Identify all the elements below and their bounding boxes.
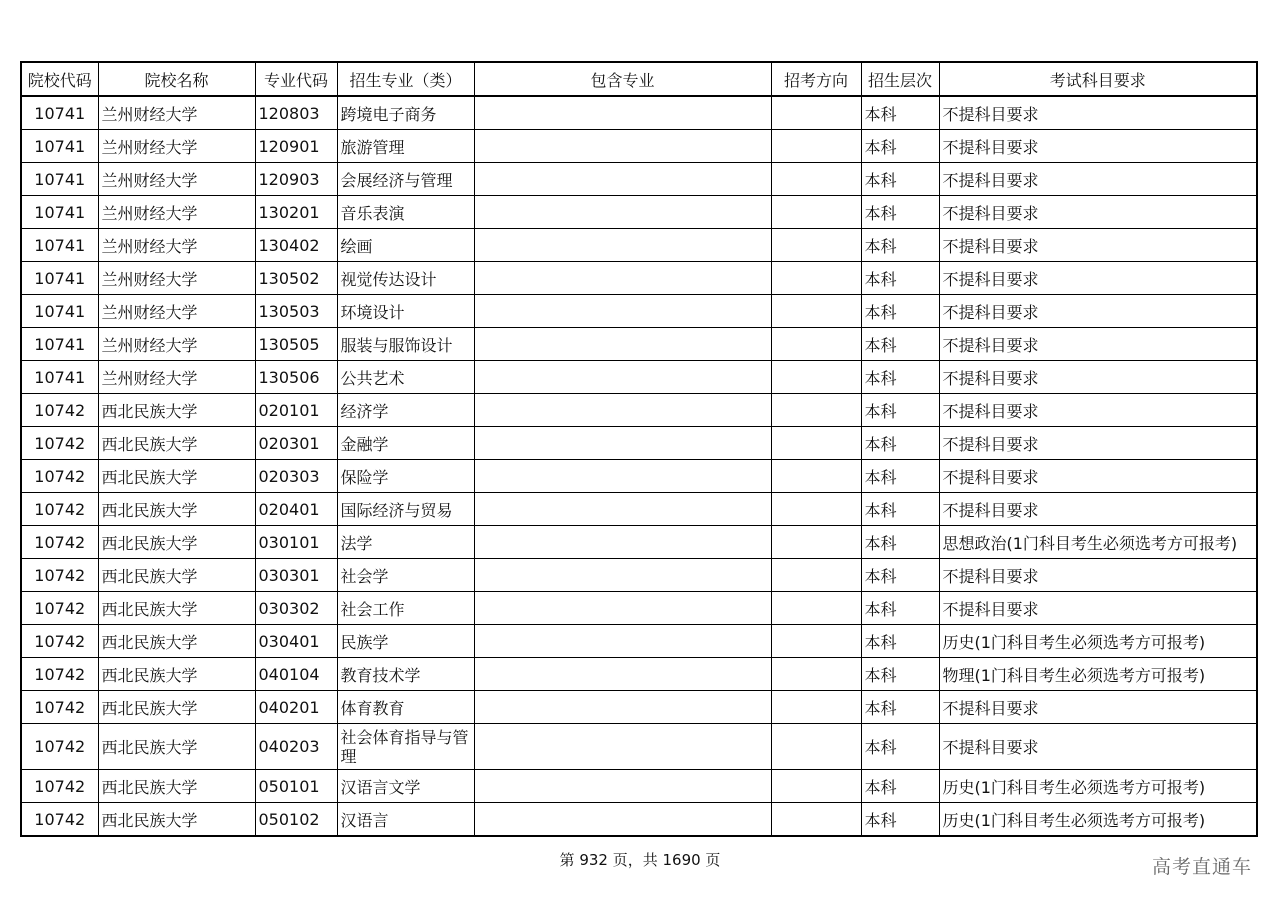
column-header: 包含专业 bbox=[474, 62, 771, 96]
column-header: 招生层次 bbox=[861, 62, 939, 96]
school-name-cell: 兰州财经大学 bbox=[98, 295, 255, 328]
level-cell: 本科 bbox=[861, 559, 939, 592]
subject-requirement-cell: 不提科目要求 bbox=[939, 559, 1257, 592]
major-code-cell: 030401 bbox=[255, 625, 337, 658]
direction-cell bbox=[771, 770, 861, 803]
major-name-cell: 旅游管理 bbox=[337, 130, 474, 163]
school-code-cell: 10741 bbox=[21, 196, 98, 229]
school-name-cell: 西北民族大学 bbox=[98, 592, 255, 625]
school-code-cell: 10742 bbox=[21, 592, 98, 625]
school-code-cell: 10742 bbox=[21, 691, 98, 724]
direction-cell bbox=[771, 803, 861, 837]
school-name-cell: 西北民族大学 bbox=[98, 658, 255, 691]
major-name-cell: 会展经济与管理 bbox=[337, 163, 474, 196]
school-code-cell: 10742 bbox=[21, 724, 98, 770]
included-majors-cell bbox=[474, 262, 771, 295]
level-cell: 本科 bbox=[861, 229, 939, 262]
subject-requirement-cell: 不提科目要求 bbox=[939, 328, 1257, 361]
included-majors-cell bbox=[474, 328, 771, 361]
school-name-cell: 兰州财经大学 bbox=[98, 130, 255, 163]
subject-requirement-cell: 不提科目要求 bbox=[939, 361, 1257, 394]
subject-requirement-cell: 历史(1门科目考生必须选考方可报考) bbox=[939, 770, 1257, 803]
major-code-cell: 120903 bbox=[255, 163, 337, 196]
major-code-cell: 050102 bbox=[255, 803, 337, 837]
included-majors-cell bbox=[474, 803, 771, 837]
included-majors-cell bbox=[474, 163, 771, 196]
major-code-cell: 040201 bbox=[255, 691, 337, 724]
school-code-cell: 10741 bbox=[21, 262, 98, 295]
level-cell: 本科 bbox=[861, 394, 939, 427]
school-name-cell: 兰州财经大学 bbox=[98, 163, 255, 196]
subject-requirement-cell: 不提科目要求 bbox=[939, 394, 1257, 427]
direction-cell bbox=[771, 328, 861, 361]
school-name-cell: 西北民族大学 bbox=[98, 427, 255, 460]
major-code-cell: 040104 bbox=[255, 658, 337, 691]
table-row bbox=[21, 130, 1257, 163]
major-code-cell: 050101 bbox=[255, 770, 337, 803]
subject-requirement-cell: 不提科目要求 bbox=[939, 130, 1257, 163]
included-majors-cell bbox=[474, 691, 771, 724]
table-row bbox=[21, 625, 1257, 658]
level-cell: 本科 bbox=[861, 803, 939, 837]
direction-cell bbox=[771, 163, 861, 196]
table-row bbox=[21, 394, 1257, 427]
major-code-cell: 130502 bbox=[255, 262, 337, 295]
major-code-cell: 020303 bbox=[255, 460, 337, 493]
level-cell: 本科 bbox=[861, 493, 939, 526]
level-cell: 本科 bbox=[861, 427, 939, 460]
table-row bbox=[21, 163, 1257, 196]
major-code-cell: 130201 bbox=[255, 196, 337, 229]
included-majors-cell bbox=[474, 196, 771, 229]
major-name-cell: 保险学 bbox=[337, 460, 474, 493]
subject-requirement-cell: 不提科目要求 bbox=[939, 691, 1257, 724]
school-code-cell: 10742 bbox=[21, 493, 98, 526]
school-name-cell: 兰州财经大学 bbox=[98, 361, 255, 394]
direction-cell bbox=[771, 724, 861, 770]
major-name-cell: 社会学 bbox=[337, 559, 474, 592]
included-majors-cell bbox=[474, 592, 771, 625]
level-cell: 本科 bbox=[861, 196, 939, 229]
school-name-cell: 兰州财经大学 bbox=[98, 196, 255, 229]
major-name-cell: 经济学 bbox=[337, 394, 474, 427]
level-cell: 本科 bbox=[861, 691, 939, 724]
column-header: 院校代码 bbox=[21, 62, 98, 96]
major-name-cell: 国际经济与贸易 bbox=[337, 493, 474, 526]
major-name-cell: 绘画 bbox=[337, 229, 474, 262]
major-code-cell: 120901 bbox=[255, 130, 337, 163]
major-name-cell: 汉语言文学 bbox=[337, 770, 474, 803]
major-code-cell: 020301 bbox=[255, 427, 337, 460]
school-name-cell: 西北民族大学 bbox=[98, 691, 255, 724]
major-name-cell: 汉语言 bbox=[337, 803, 474, 837]
major-name-cell: 跨境电子商务 bbox=[337, 96, 474, 130]
included-majors-cell bbox=[474, 770, 771, 803]
school-code-cell: 10741 bbox=[21, 361, 98, 394]
level-cell: 本科 bbox=[861, 130, 939, 163]
school-name-cell: 西北民族大学 bbox=[98, 460, 255, 493]
level-cell: 本科 bbox=[861, 295, 939, 328]
level-cell: 本科 bbox=[861, 770, 939, 803]
table-row bbox=[21, 658, 1257, 691]
column-header: 考试科目要求 bbox=[939, 62, 1257, 96]
major-code-cell: 020101 bbox=[255, 394, 337, 427]
direction-cell bbox=[771, 394, 861, 427]
page-footer: 第 932 页，共 1690 页 bbox=[559, 851, 721, 869]
major-name-cell: 服装与服饰设计 bbox=[337, 328, 474, 361]
table-row bbox=[21, 361, 1257, 394]
direction-cell bbox=[771, 658, 861, 691]
school-code-cell: 10741 bbox=[21, 328, 98, 361]
school-code-cell: 10741 bbox=[21, 130, 98, 163]
table-row bbox=[21, 803, 1257, 837]
major-name-cell: 教育技术学 bbox=[337, 658, 474, 691]
school-code-cell: 10742 bbox=[21, 625, 98, 658]
column-header: 招生专业（类） bbox=[337, 62, 474, 96]
school-name-cell: 兰州财经大学 bbox=[98, 96, 255, 130]
table-body bbox=[21, 96, 1257, 836]
school-name-cell: 西北民族大学 bbox=[98, 770, 255, 803]
major-code-cell: 130402 bbox=[255, 229, 337, 262]
school-name-cell: 西北民族大学 bbox=[98, 803, 255, 837]
subject-requirement-cell: 不提科目要求 bbox=[939, 427, 1257, 460]
table-row bbox=[21, 328, 1257, 361]
major-code-cell: 030302 bbox=[255, 592, 337, 625]
level-cell: 本科 bbox=[861, 163, 939, 196]
major-name-cell: 法学 bbox=[337, 526, 474, 559]
included-majors-cell bbox=[474, 625, 771, 658]
subject-requirement-cell: 不提科目要求 bbox=[939, 295, 1257, 328]
direction-cell bbox=[771, 229, 861, 262]
major-name-cell: 社会体育指导与管理 bbox=[337, 724, 474, 770]
school-code-cell: 10742 bbox=[21, 658, 98, 691]
major-name-cell: 环境设计 bbox=[337, 295, 474, 328]
table-row bbox=[21, 559, 1257, 592]
level-cell: 本科 bbox=[861, 658, 939, 691]
included-majors-cell bbox=[474, 394, 771, 427]
subject-requirement-cell: 不提科目要求 bbox=[939, 493, 1257, 526]
table-row bbox=[21, 427, 1257, 460]
school-code-cell: 10741 bbox=[21, 163, 98, 196]
table-row bbox=[21, 592, 1257, 625]
subject-requirement-cell: 不提科目要求 bbox=[939, 460, 1257, 493]
school-name-cell: 兰州财经大学 bbox=[98, 262, 255, 295]
subject-requirement-cell: 不提科目要求 bbox=[939, 196, 1257, 229]
subject-requirement-cell: 思想政治(1门科目考生必须选考方可报考) bbox=[939, 526, 1257, 559]
major-name-cell: 金融学 bbox=[337, 427, 474, 460]
table-row bbox=[21, 460, 1257, 493]
subject-requirement-cell: 不提科目要求 bbox=[939, 592, 1257, 625]
school-name-cell: 西北民族大学 bbox=[98, 625, 255, 658]
major-name-cell: 民族学 bbox=[337, 625, 474, 658]
level-cell: 本科 bbox=[861, 592, 939, 625]
subject-requirement-cell: 不提科目要求 bbox=[939, 163, 1257, 196]
table-row bbox=[21, 493, 1257, 526]
table-row bbox=[21, 196, 1257, 229]
level-cell: 本科 bbox=[861, 625, 939, 658]
table-row bbox=[21, 96, 1257, 130]
included-majors-cell bbox=[474, 724, 771, 770]
school-code-cell: 10741 bbox=[21, 96, 98, 130]
direction-cell bbox=[771, 130, 861, 163]
school-name-cell: 兰州财经大学 bbox=[98, 328, 255, 361]
major-name-cell: 公共艺术 bbox=[337, 361, 474, 394]
direction-cell bbox=[771, 96, 861, 130]
included-majors-cell bbox=[474, 295, 771, 328]
subject-requirement-cell: 不提科目要求 bbox=[939, 96, 1257, 130]
school-code-cell: 10742 bbox=[21, 427, 98, 460]
table-row bbox=[21, 229, 1257, 262]
subject-requirement-cell: 历史(1门科目考生必须选考方可报考) bbox=[939, 625, 1257, 658]
school-name-cell: 西北民族大学 bbox=[98, 526, 255, 559]
major-code-cell: 130505 bbox=[255, 328, 337, 361]
included-majors-cell bbox=[474, 130, 771, 163]
major-code-cell: 120803 bbox=[255, 96, 337, 130]
direction-cell bbox=[771, 295, 861, 328]
column-header: 院校名称 bbox=[98, 62, 255, 96]
included-majors-cell bbox=[474, 658, 771, 691]
level-cell: 本科 bbox=[861, 262, 939, 295]
level-cell: 本科 bbox=[861, 96, 939, 130]
major-name-cell: 音乐表演 bbox=[337, 196, 474, 229]
table-row bbox=[21, 724, 1257, 770]
major-code-cell: 040203 bbox=[255, 724, 337, 770]
direction-cell bbox=[771, 493, 861, 526]
school-name-cell: 西北民族大学 bbox=[98, 559, 255, 592]
included-majors-cell bbox=[474, 493, 771, 526]
major-name-cell: 社会工作 bbox=[337, 592, 474, 625]
direction-cell bbox=[771, 361, 861, 394]
table-header-row bbox=[21, 62, 1257, 96]
major-code-cell: 030101 bbox=[255, 526, 337, 559]
direction-cell bbox=[771, 691, 861, 724]
included-majors-cell bbox=[474, 96, 771, 130]
school-code-cell: 10741 bbox=[21, 295, 98, 328]
school-code-cell: 10742 bbox=[21, 526, 98, 559]
subject-requirement-cell: 历史(1门科目考生必须选考方可报考) bbox=[939, 803, 1257, 837]
school-code-cell: 10742 bbox=[21, 803, 98, 837]
level-cell: 本科 bbox=[861, 526, 939, 559]
subject-requirement-cell: 不提科目要求 bbox=[939, 229, 1257, 262]
major-name-cell: 视觉传达设计 bbox=[337, 262, 474, 295]
column-header: 招考方向 bbox=[771, 62, 861, 96]
subject-requirement-cell: 物理(1门科目考生必须选考方可报考) bbox=[939, 658, 1257, 691]
direction-cell bbox=[771, 262, 861, 295]
level-cell: 本科 bbox=[861, 724, 939, 770]
column-header: 专业代码 bbox=[255, 62, 337, 96]
school-code-cell: 10742 bbox=[21, 394, 98, 427]
direction-cell bbox=[771, 460, 861, 493]
level-cell: 本科 bbox=[861, 361, 939, 394]
direction-cell bbox=[771, 625, 861, 658]
subject-requirement-cell: 不提科目要求 bbox=[939, 262, 1257, 295]
watermark-text: 高考直通车 bbox=[1151, 856, 1252, 878]
included-majors-cell bbox=[474, 460, 771, 493]
school-name-cell: 西北民族大学 bbox=[98, 724, 255, 770]
school-name-cell: 西北民族大学 bbox=[98, 394, 255, 427]
major-code-cell: 130503 bbox=[255, 295, 337, 328]
included-majors-cell bbox=[474, 559, 771, 592]
included-majors-cell bbox=[474, 229, 771, 262]
direction-cell bbox=[771, 592, 861, 625]
major-code-cell: 020401 bbox=[255, 493, 337, 526]
school-code-cell: 10742 bbox=[21, 460, 98, 493]
table-row bbox=[21, 262, 1257, 295]
major-code-cell: 130506 bbox=[255, 361, 337, 394]
table-row bbox=[21, 526, 1257, 559]
major-requirements-table bbox=[20, 61, 1258, 837]
direction-cell bbox=[771, 427, 861, 460]
major-code-cell: 030301 bbox=[255, 559, 337, 592]
included-majors-cell bbox=[474, 526, 771, 559]
included-majors-cell bbox=[474, 427, 771, 460]
direction-cell bbox=[771, 196, 861, 229]
school-code-cell: 10741 bbox=[21, 229, 98, 262]
direction-cell bbox=[771, 526, 861, 559]
level-cell: 本科 bbox=[861, 328, 939, 361]
included-majors-cell bbox=[474, 361, 771, 394]
major-name-cell: 体育教育 bbox=[337, 691, 474, 724]
table-row bbox=[21, 691, 1257, 724]
level-cell: 本科 bbox=[861, 460, 939, 493]
school-code-cell: 10742 bbox=[21, 770, 98, 803]
school-name-cell: 兰州财经大学 bbox=[98, 229, 255, 262]
school-code-cell: 10742 bbox=[21, 559, 98, 592]
table-row bbox=[21, 295, 1257, 328]
table-row bbox=[21, 770, 1257, 803]
direction-cell bbox=[771, 559, 861, 592]
school-name-cell: 西北民族大学 bbox=[98, 493, 255, 526]
subject-requirement-cell: 不提科目要求 bbox=[939, 724, 1257, 770]
